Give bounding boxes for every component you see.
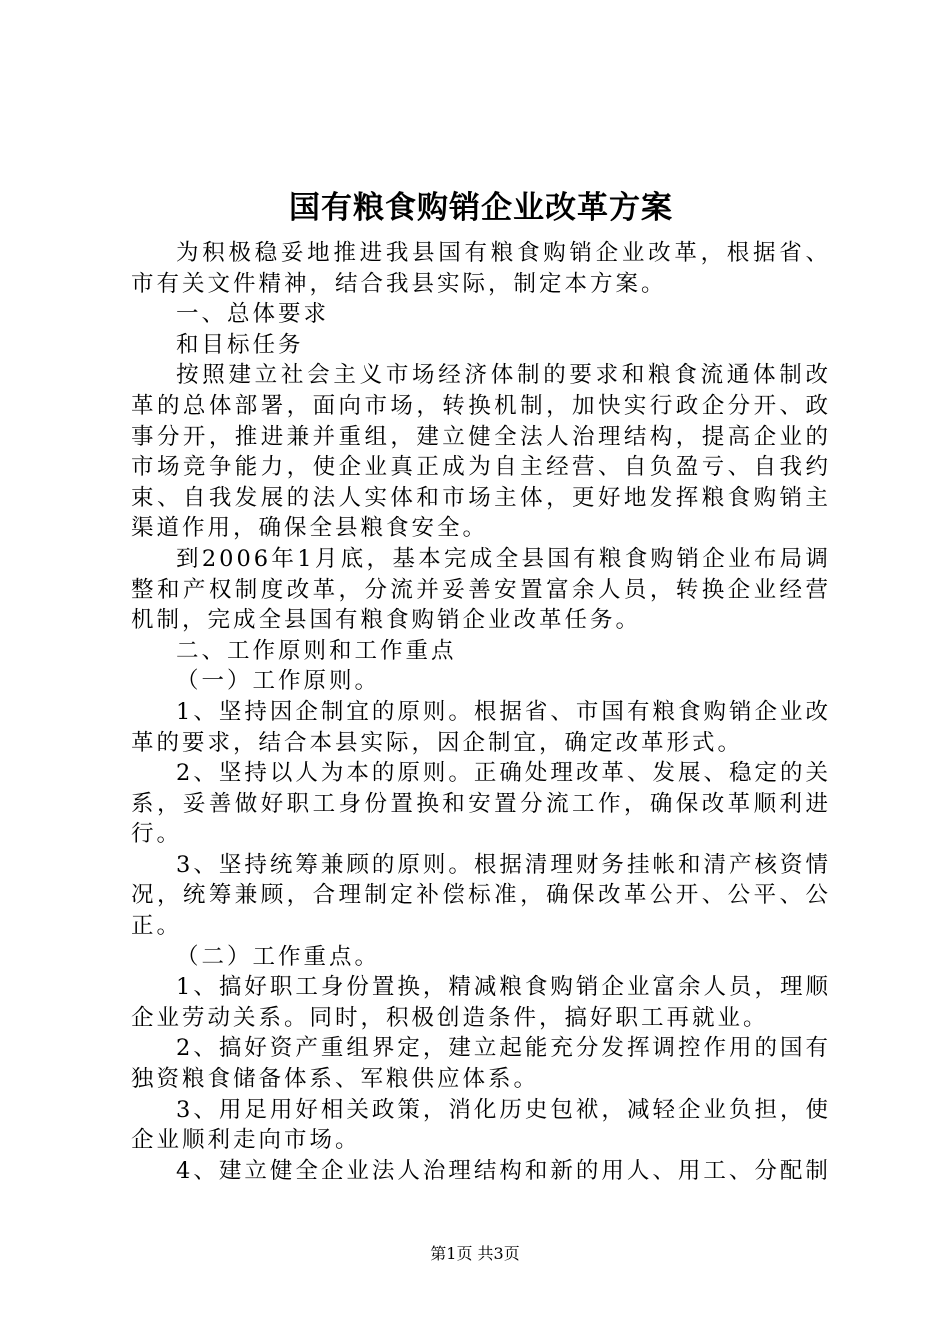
focus-item-1: 1、搞好职工身份置换，精减粮食购销企业富余人员，理顺企业劳动关系。同时，积极创造条件，搞好职工再就业。 (131, 974, 831, 1031)
focus-item-2: 2、搞好资产重组界定，建立起能充分发挥调控作用的国有独资粮食储备体系、军粮供应体系。 (131, 1035, 831, 1093)
heading-focus: （二）工作重点。 (176, 943, 381, 970)
heading-section-1-cont: 和目标任务 (176, 331, 304, 358)
focus-item-3: 3、用足用好相关政策，消化历史包袱，减轻企业负担，使企业顺利走向市场。 (131, 1096, 831, 1154)
heading-principles: （一）工作原则。 (176, 668, 381, 695)
document-body (131, 238, 831, 1186)
paragraph-overall: 按照建立社会主义市场经济体制的要求和粮食流通体制改革的总体部署，面向市场，转换机制，加快实行政企分开、政事分开，推进兼并重组，建立健全法人治理结构，提高企业的市场竞争能力，使企业真正成为自主经营、自负盈亏、自我约束、自我发展的法人实体和市场主体，更好地发挥粮食购销主渠道作用，确保全县粮食安全。 (131, 362, 831, 542)
heading-section-2: 二、工作原则和工作重点 (176, 637, 457, 664)
heading-section-1: 一、总体要求 (176, 301, 330, 328)
paragraph-goal: 到2006年1月底，基本完成全县国有粮食购销企业布局调整和产权制度改革，分流并妥善安置富余人员，转换企业经营机制，完成全县国有粮食购销企业改革任务。 (131, 545, 831, 634)
page-number-footer: 第1页 共3页 (430, 1244, 520, 1263)
principle-item-3: 3、坚持统筹兼顾的原则。根据清理财务挂帐和清产核资情况，统筹兼顾，合理制定补偿标准，确保改革公开、公平、公正。 (131, 851, 831, 940)
document-title: 国有粮食购销企业改革方案 (289, 190, 673, 226)
paragraph-intro: 为积极稳妥地推进我县国有粮食购销企业改革，根据省、市有关文件精神，结合我县实际，制定本方案。 (131, 240, 831, 297)
principle-item-2: 2、坚持以人为本的原则。正确处理改革、发展、稳定的关系，妥善做好职工身份置换和安置分流工作，确保改革顺利进行。 (131, 760, 831, 848)
focus-item-4: 4、建立健全企业法人治理结构和新的用人、用工、分配制 (176, 1157, 831, 1184)
principle-item-1: 1、坚持因企制宜的原则。根据省、市国有粮食购销企业改革的要求，结合本县实际，因企制宜，确定改革形式。 (131, 698, 831, 756)
